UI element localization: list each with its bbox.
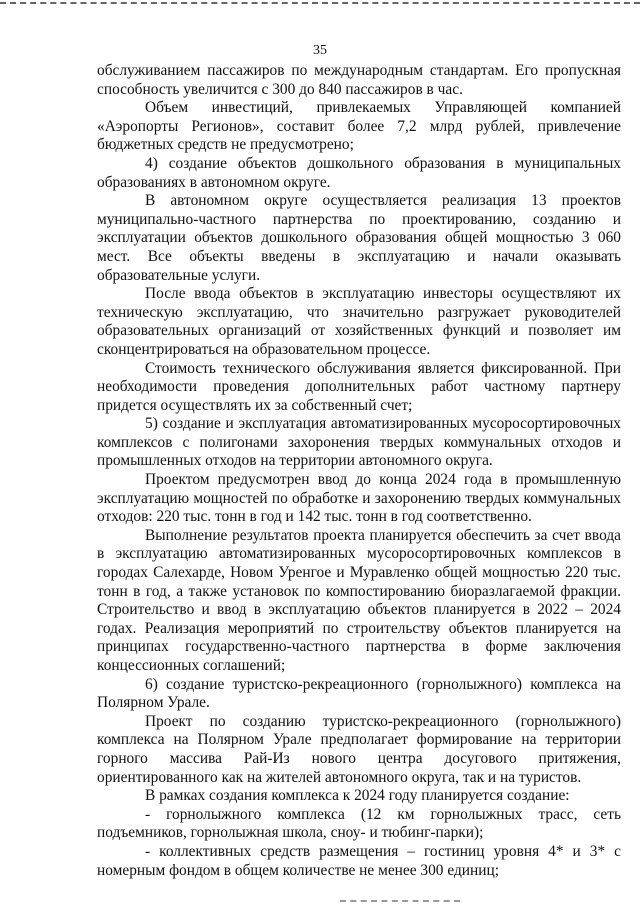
paragraph: После ввода объектов в эксплуатацию инвесторы осуществляют их техническую эксплуатацию, что значительно разгружает руководителей образовательных организаций от хозяйственных функций и позволяет им сконцентрироваться на образовательном процессе. [97,285,621,358]
paragraph: Проектом предусмотрен ввод до конца 2024 года в промышленную эксплуатацию мощностей по обработке и захоронению твердых коммунальных отходов: 220 тыс. тонн в год и 142 тыс. тонн в год соответственно. [97,471,621,526]
scan-top-border [0,2,640,4]
paragraph: Проект по созданию туристско-рекреационного (горнолыжного) комплекса на Полярном Урале предполагает формирование на территории горного массива Рай-Из нового центра досугового притяжения, ориентированного как на жителей автономного округа, так и на туристов. [97,712,621,786]
bullet-item: - коллективных средств размещения – гостиниц уровня 4* и 3* с номерным фондом в общем количестве не менее 300 единиц; [97,842,621,879]
list-item-6: 6) создание туристско-рекреационного (горнолыжного) комплекса на Полярном Урале. [97,675,621,712]
paragraph: Стоимость технического обслуживания является фиксированной. При необходимости проведения дополнительных работ частному партнеру придется осуществлять их за собственный счет; [97,359,621,414]
paragraph: обслуживанием пассажиров по международным стандартам. Его пропускная способность увеличится с 300 до 840 пассажиров в час. [97,62,621,98]
list-item-4: 4) создание объектов дошкольного образования в муниципальных образованиях в автономном округе. [97,154,621,191]
paragraph: Выполнение результатов проекта планируется обеспечить за счет ввода в эксплуатацию автоматизированных мусоросортировочных комплексов в городах Салехарде, Новом Уренгое и Муравленко общей мощностью 220 тыс. тонн в год, а также установок по компостированию биоразлагаемой фракции. Строительство и ввод в эксплуатацию объектов планируется в 2022 – 2024 годах. Реализация мероприятий по строительству объектов планируется на принципах государственно-частного партнерства в форме заключения концессионных соглашений; [97,526,621,674]
page-number: 35 [313,43,327,58]
paragraph: Объем инвестиций, привлекаемых Управляющей компанией «Аэропорты Регионов», составит более 7,2 млрд рублей, привлечение бюджетных средств не предусмотрено; [97,99,621,154]
bullet-item: - горнолыжного комплекса (12 км горнолыжных трасс, сеть подъемников, горнолыжная школа, сноу- и тюбинг-парки); [97,805,621,842]
list-item-5: 5) создание и эксплуатация автоматизированных мусоросортировочных комплексов с полигонами захоронения твердых коммунальных отходов и промышленных отходов на территории автономного округа. [97,415,621,470]
document-body [97,62,621,880]
paragraph: В рамках создания комплекса к 2024 году планируется создание: [145,787,570,805]
paragraph: В автономном округе осуществляется реализация 13 проектов муниципально-частного партнерства по проектированию, созданию и эксплуатации объектов дошкольного образования общей мощностью 3 060 мест. Все объекты введены в эксплуатацию и начали оказывать образовательные услуги. [97,192,621,284]
scan-bottom-mark [340,900,460,902]
